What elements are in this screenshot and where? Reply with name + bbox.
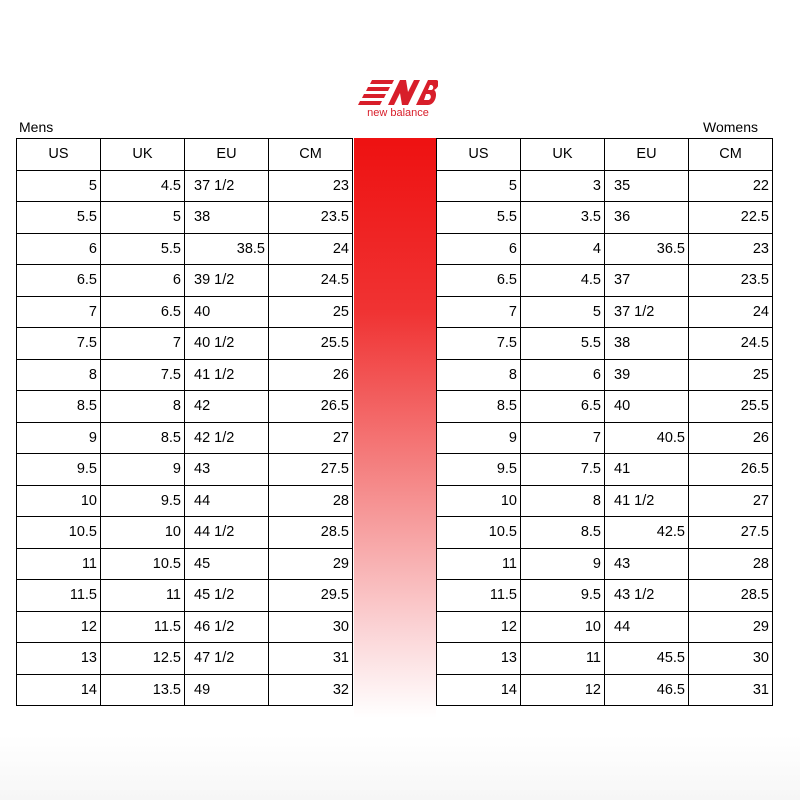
- table-row: [17, 202, 353, 234]
- womens-uk-cell: 9: [521, 548, 605, 580]
- mens-cm-cell: 30: [269, 611, 353, 643]
- table-row: [17, 391, 353, 423]
- womens-us-cell: 8: [437, 359, 521, 391]
- mens-eu-cell: 46 1/2: [185, 611, 269, 643]
- mens-eu-cell: 38: [185, 202, 269, 234]
- womens-uk-cell: 5.5: [521, 328, 605, 360]
- womens-us-cell: 5: [437, 170, 521, 202]
- table-row: [437, 391, 773, 423]
- mens-cm-cell: 28: [269, 485, 353, 517]
- womens-uk-cell: 7.5: [521, 454, 605, 486]
- womens-eu-cell: 37 1/2: [605, 296, 689, 328]
- mens-uk-cell: 11.5: [101, 611, 185, 643]
- womens-eu-cell: 44: [605, 611, 689, 643]
- table-row: [437, 485, 773, 517]
- mens-eu-cell: 42 1/2: [185, 422, 269, 454]
- womens-cm-cell: 22.5: [689, 202, 773, 234]
- womens-uk-cell: 5: [521, 296, 605, 328]
- womens-cm-cell: 25: [689, 359, 773, 391]
- womens-eu-cell: 41 1/2: [605, 485, 689, 517]
- womens-header-us: US: [437, 139, 521, 171]
- womens-eu-cell: 36.5: [605, 233, 689, 265]
- womens-uk-cell: 4.5: [521, 265, 605, 297]
- womens-eu-cell: 46.5: [605, 674, 689, 706]
- table-row: [437, 170, 773, 202]
- womens-uk-cell: 3: [521, 170, 605, 202]
- mens-eu-cell: 44: [185, 485, 269, 517]
- womens-us-cell: 7: [437, 296, 521, 328]
- womens-cm-cell: 23.5: [689, 265, 773, 297]
- womens-cm-cell: 22: [689, 170, 773, 202]
- mens-us-cell: 11: [17, 548, 101, 580]
- womens-eu-cell: 37: [605, 265, 689, 297]
- bottom-shade: [0, 735, 800, 800]
- mens-uk-cell: 7: [101, 328, 185, 360]
- womens-cm-cell: 23: [689, 233, 773, 265]
- womens-us-cell: 11.5: [437, 580, 521, 612]
- mens-us-cell: 7.5: [17, 328, 101, 360]
- womens-size-table: [436, 138, 773, 706]
- mens-cm-cell: 29.5: [269, 580, 353, 612]
- mens-cm-cell: 32: [269, 674, 353, 706]
- womens-eu-cell: 39: [605, 359, 689, 391]
- womens-us-cell: 14: [437, 674, 521, 706]
- womens-uk-cell: 11: [521, 643, 605, 675]
- womens-eu-cell: 40.5: [605, 422, 689, 454]
- mens-us-cell: 6.5: [17, 265, 101, 297]
- mens-uk-cell: 13.5: [101, 674, 185, 706]
- table-row: [17, 359, 353, 391]
- table-row: [437, 296, 773, 328]
- womens-us-cell: 10.5: [437, 517, 521, 549]
- table-row: [437, 611, 773, 643]
- mens-eu-cell: 39 1/2: [185, 265, 269, 297]
- womens-us-cell: 9.5: [437, 454, 521, 486]
- mens-header-uk: UK: [101, 139, 185, 171]
- womens-header-eu: EU: [605, 139, 689, 171]
- womens-uk-cell: 4: [521, 233, 605, 265]
- table-row: [17, 422, 353, 454]
- womens-uk-cell: 9.5: [521, 580, 605, 612]
- womens-cm-cell: 24: [689, 296, 773, 328]
- table-row: [17, 328, 353, 360]
- mens-cm-cell: 31: [269, 643, 353, 675]
- womens-eu-cell: 42.5: [605, 517, 689, 549]
- womens-us-cell: 13: [437, 643, 521, 675]
- womens-us-cell: 9: [437, 422, 521, 454]
- mens-cm-cell: 27: [269, 422, 353, 454]
- womens-cm-cell: 27: [689, 485, 773, 517]
- womens-cm-cell: 28: [689, 548, 773, 580]
- mens-cm-cell: 25.5: [269, 328, 353, 360]
- mens-eu-cell: 37 1/2: [185, 170, 269, 202]
- womens-cm-cell: 28.5: [689, 580, 773, 612]
- womens-eu-cell: 40: [605, 391, 689, 423]
- mens-us-cell: 12: [17, 611, 101, 643]
- mens-cm-cell: 23.5: [269, 202, 353, 234]
- womens-uk-cell: 6.5: [521, 391, 605, 423]
- mens-header-row: [17, 139, 353, 171]
- mens-uk-cell: 11: [101, 580, 185, 612]
- mens-uk-cell: 9: [101, 454, 185, 486]
- womens-cm-cell: 26: [689, 422, 773, 454]
- table-row: [437, 674, 773, 706]
- womens-uk-cell: 6: [521, 359, 605, 391]
- womens-eu-cell: 43 1/2: [605, 580, 689, 612]
- mens-header-us: US: [17, 139, 101, 171]
- table-row: [17, 233, 353, 265]
- mens-cm-cell: 24.5: [269, 265, 353, 297]
- mens-us-cell: 9: [17, 422, 101, 454]
- mens-eu-cell: 45: [185, 548, 269, 580]
- womens-header-row: [437, 139, 773, 171]
- womens-uk-cell: 12: [521, 674, 605, 706]
- womens-cm-cell: 26.5: [689, 454, 773, 486]
- mens-eu-cell: 43: [185, 454, 269, 486]
- womens-us-cell: 8.5: [437, 391, 521, 423]
- womens-cm-cell: 31: [689, 674, 773, 706]
- mens-us-cell: 6: [17, 233, 101, 265]
- mens-uk-cell: 9.5: [101, 485, 185, 517]
- table-row: [17, 454, 353, 486]
- mens-eu-cell: 47 1/2: [185, 643, 269, 675]
- mens-us-cell: 5.5: [17, 202, 101, 234]
- mens-uk-cell: 4.5: [101, 170, 185, 202]
- womens-cm-cell: 30: [689, 643, 773, 675]
- table-row: [437, 643, 773, 675]
- table-row: [17, 643, 353, 675]
- table-row: [437, 328, 773, 360]
- nb-logo-icon: [358, 78, 438, 108]
- mens-eu-cell: 40: [185, 296, 269, 328]
- mens-cm-cell: 23: [269, 170, 353, 202]
- table-row: [17, 485, 353, 517]
- red-gradient-divider: [354, 138, 436, 718]
- womens-us-cell: 6: [437, 233, 521, 265]
- womens-eu-cell: 36: [605, 202, 689, 234]
- table-row: [437, 422, 773, 454]
- mens-eu-cell: 44 1/2: [185, 517, 269, 549]
- mens-us-cell: 11.5: [17, 580, 101, 612]
- mens-eu-cell: 38.5: [185, 233, 269, 265]
- womens-cm-cell: 25.5: [689, 391, 773, 423]
- mens-label: Mens: [19, 119, 54, 135]
- mens-uk-cell: 6.5: [101, 296, 185, 328]
- mens-eu-cell: 40 1/2: [185, 328, 269, 360]
- table-row: [437, 202, 773, 234]
- mens-us-cell: 8.5: [17, 391, 101, 423]
- womens-us-cell: 7.5: [437, 328, 521, 360]
- mens-uk-cell: 6: [101, 265, 185, 297]
- brand-name: new balance: [367, 107, 429, 119]
- table-row: [437, 454, 773, 486]
- womens-eu-cell: 43: [605, 548, 689, 580]
- mens-uk-cell: 8: [101, 391, 185, 423]
- mens-cm-cell: 26.5: [269, 391, 353, 423]
- table-row: [17, 674, 353, 706]
- womens-label: Womens: [703, 119, 758, 135]
- table-row: [17, 611, 353, 643]
- table-row: [17, 265, 353, 297]
- womens-eu-cell: 38: [605, 328, 689, 360]
- womens-uk-cell: 8: [521, 485, 605, 517]
- table-row: [17, 580, 353, 612]
- mens-uk-cell: 5.5: [101, 233, 185, 265]
- mens-uk-cell: 8.5: [101, 422, 185, 454]
- table-row: [437, 265, 773, 297]
- mens-us-cell: 9.5: [17, 454, 101, 486]
- mens-eu-cell: 42: [185, 391, 269, 423]
- mens-eu-cell: 41 1/2: [185, 359, 269, 391]
- table-row: [437, 233, 773, 265]
- womens-header-uk: UK: [521, 139, 605, 171]
- mens-cm-cell: 29: [269, 548, 353, 580]
- womens-us-cell: 6.5: [437, 265, 521, 297]
- table-row: [437, 517, 773, 549]
- mens-size-table: [16, 138, 353, 706]
- mens-us-cell: 8: [17, 359, 101, 391]
- mens-eu-cell: 45 1/2: [185, 580, 269, 612]
- womens-us-cell: 12: [437, 611, 521, 643]
- mens-cm-cell: 26: [269, 359, 353, 391]
- mens-us-cell: 10: [17, 485, 101, 517]
- table-row: [17, 548, 353, 580]
- table-row: [437, 580, 773, 612]
- womens-uk-cell: 10: [521, 611, 605, 643]
- womens-uk-cell: 8.5: [521, 517, 605, 549]
- mens-us-cell: 5: [17, 170, 101, 202]
- womens-uk-cell: 3.5: [521, 202, 605, 234]
- mens-header-eu: EU: [185, 139, 269, 171]
- mens-header-cm: CM: [269, 139, 353, 171]
- womens-cm-cell: 27.5: [689, 517, 773, 549]
- mens-us-cell: 14: [17, 674, 101, 706]
- womens-eu-cell: 41: [605, 454, 689, 486]
- womens-uk-cell: 7: [521, 422, 605, 454]
- mens-uk-cell: 5: [101, 202, 185, 234]
- table-row: [17, 296, 353, 328]
- mens-uk-cell: 7.5: [101, 359, 185, 391]
- mens-cm-cell: 28.5: [269, 517, 353, 549]
- table-row: [17, 170, 353, 202]
- womens-cm-cell: 29: [689, 611, 773, 643]
- mens-cm-cell: 27.5: [269, 454, 353, 486]
- mens-us-cell: 10.5: [17, 517, 101, 549]
- table-row: [437, 548, 773, 580]
- table-row: [437, 359, 773, 391]
- mens-us-cell: 13: [17, 643, 101, 675]
- table-row: [17, 517, 353, 549]
- womens-eu-cell: 45.5: [605, 643, 689, 675]
- mens-uk-cell: 12.5: [101, 643, 185, 675]
- mens-uk-cell: 10: [101, 517, 185, 549]
- womens-cm-cell: 24.5: [689, 328, 773, 360]
- mens-cm-cell: 24: [269, 233, 353, 265]
- mens-us-cell: 7: [17, 296, 101, 328]
- mens-eu-cell: 49: [185, 674, 269, 706]
- womens-us-cell: 11: [437, 548, 521, 580]
- womens-eu-cell: 35: [605, 170, 689, 202]
- womens-header-cm: CM: [689, 139, 773, 171]
- mens-cm-cell: 25: [269, 296, 353, 328]
- mens-uk-cell: 10.5: [101, 548, 185, 580]
- womens-us-cell: 10: [437, 485, 521, 517]
- womens-us-cell: 5.5: [437, 202, 521, 234]
